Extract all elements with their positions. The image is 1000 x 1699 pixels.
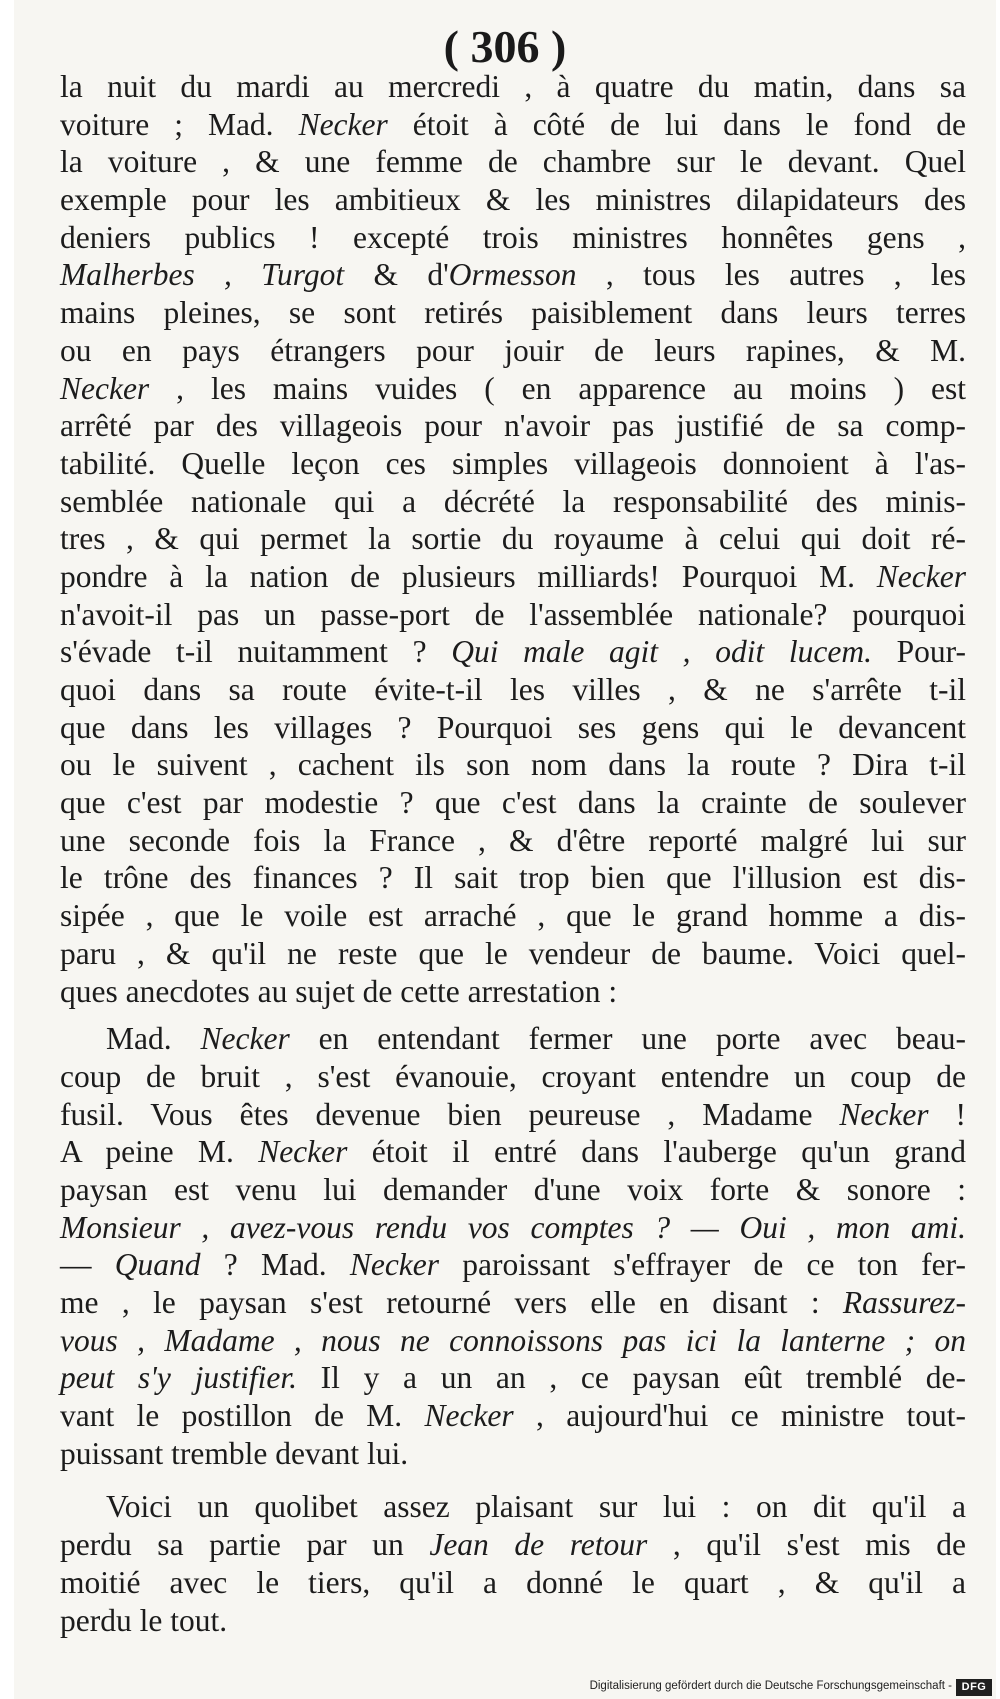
text-line [60,558,966,596]
text-run: ou en pays étrangers pour jouir de leurs rapines, & M. [60,332,966,368]
text-line [60,520,966,558]
text-line [60,219,966,257]
text-line [60,332,966,370]
italic-run: Necker [349,1247,440,1283]
text-run: paroissant s'effrayer de ce ton fer- [439,1247,966,1283]
text-run: tabilité. Quelle leçon ces simples villageois donnoient à l'as- [60,445,966,481]
text-line [60,784,966,822]
text-line [60,1133,966,1171]
text-run: ou le suivent , cachent ils son nom dans la route ? Dira t-il [60,747,966,783]
italic-run: Monsieur , avez-vous rendu vos comptes ? — Oui , mon ami. [60,1209,966,1245]
text-run: arrêté par des villageois pour n'avoir pas justifié de sa comp- [60,408,966,444]
text-line [60,370,966,408]
italic-run: Qui male agit , odit lucem. [451,634,872,670]
italic-run: Malherbes , Turgot [60,257,345,293]
text-line [60,1322,966,1360]
text-run: exemple pour les ambitieux & les ministres dilapidateurs des [60,182,966,218]
text-run: la voiture , & une femme de chambre sur le devant. Quel [60,144,966,180]
text-run: n'avoit-il pas un passe-port de l'assemblée nationale? pourquoi [60,596,966,632]
text-run: Pour- [871,634,966,670]
page-number: ( 306 ) [443,21,567,72]
body-text [60,68,966,1639]
text-run: que dans les villages ? Pourquoi ses gens qui le devancent [60,709,966,745]
text-line [60,709,966,747]
text-line [60,483,966,521]
text-run: , les mains vuides ( en apparence au moins ) est [149,370,966,406]
text-line [60,935,966,973]
text-run: voiture ; Mad. [60,106,299,142]
text-run: , tous les autres , les [576,257,966,293]
text-run: sipée , que le voile est arraché , que le grand homme a dis- [60,898,966,934]
text-run: quoi dans sa route évite-t-il les villes , & ne s'arrête t-il [60,672,966,707]
text-run: la nuit du mardi au mercredi , à quatre du matin, dans sa [60,69,966,104]
text-line [60,1602,966,1640]
italic-run: Necker [298,106,388,142]
text-run: mains pleines, se sont retirés paisiblement dans leurs terres [60,295,966,331]
dfg-logo: DFG [956,1679,992,1696]
text-line [60,596,966,634]
text-run: & d' [344,257,449,293]
italic-run: Necker [839,1096,929,1132]
paragraph-gap [60,1472,966,1488]
text-line [60,897,966,935]
text-run: perdu le tout. [60,1602,228,1638]
text-line [60,1564,966,1602]
text-run: étoit à côté de lui dans le fond de [387,106,966,142]
text-line [60,671,966,709]
text-line [60,106,966,144]
text-run: ! [928,1096,966,1132]
text-run: étoit il entré dans l'auberge qu'un grand [347,1134,967,1170]
italic-run: Ormesson [448,257,577,293]
text-line [60,822,966,860]
italic-run: Necker [876,558,966,594]
text-run: ? Mad. [200,1247,350,1283]
text-run: s'évade t-il nuitamment ? [60,634,452,670]
text-run: puissant tremble devant lui. [60,1435,409,1471]
text-line [60,859,966,897]
text-run: Voici un quolibet assez plaisant sur lui : on dit qu'il a [106,1489,966,1525]
text-line [60,181,966,219]
text-line [60,1435,966,1473]
text-run: fusil. Vous êtes devenue bien peureuse , Madame [60,1096,840,1132]
text-line [60,746,966,784]
text-run: — [60,1247,115,1283]
text-run: Mad. [106,1021,201,1057]
text-line [60,633,966,671]
text-line [60,1397,966,1435]
text-line [60,1020,966,1058]
paragraph-gap [60,1010,966,1020]
text-line [60,68,966,106]
text-run: ques anecdotes au sujet de cette arrestation : [60,973,618,1009]
text-line [60,1246,966,1284]
italic-run: Necker [200,1021,290,1057]
italic-run: Necker [258,1134,348,1170]
text-run: une seconde fois la France , & d'être reporté malgré lui sur [60,822,966,858]
text-line [60,1171,966,1209]
text-run: Il y a un an , ce paysan eût tremblé de- [296,1360,966,1396]
text-line [60,256,966,294]
text-line [60,445,966,483]
italic-run: Quand [114,1247,201,1283]
italic-run: peut s'y justifier. [60,1360,297,1396]
text-run: pondre à la nation de plusieurs milliards! Pourquoi M. [60,558,877,594]
text-run: paysan est venu lui demander d'une voix forte & sonore : [60,1171,966,1207]
text-line [60,143,966,181]
text-line [60,1096,966,1134]
italic-run: Necker [424,1398,514,1434]
text-line [60,1359,966,1397]
text-run: en entendant fermer une porte avec beau- [289,1021,966,1057]
text-line [60,1284,966,1322]
text-run: le trône des finances ? Il sait trop bien que l'illusion est dis- [60,860,966,896]
italic-run: Jean de retour [429,1527,648,1563]
italic-run: Rassurez- [842,1285,966,1320]
book-page [14,0,996,1699]
italic-run: vous , Madame , nous ne connoissons pas ici la lanterne ; on [60,1322,966,1358]
text-line [60,973,966,1011]
italic-run: Necker [60,370,150,406]
text-run: , aujourd'hui ce ministre tout- [513,1398,966,1434]
text-run: tres , & qui permet la sortie du royaume à celui qui doit ré- [60,521,966,557]
text-run: , qu'il s'est mis de [647,1527,966,1563]
text-line [60,1526,966,1564]
text-run: que c'est par modestie ? que c'est dans la crainte de soulever [60,785,966,821]
text-run: vant le postillon de M. [60,1398,425,1434]
text-line [60,1058,966,1096]
text-run: deniers publics ! excepté trois ministres honnêtes gens , [60,219,966,255]
text-line [60,294,966,332]
text-run: me , le paysan s'est retourné vers elle en disant : [60,1285,843,1320]
digitization-credit: Digitalisierung gefördert durch die Deutsche Forschungsgemeinschaft - [589,1680,952,1692]
text-run: moitié avec le tiers, qu'il a donné le quart , & qu'il a [60,1564,966,1600]
text-line [60,1488,966,1526]
text-run: A peine M. [60,1134,259,1170]
text-line [60,407,966,445]
text-run: perdu sa partie par un [60,1527,430,1563]
text-run: paru , & qu'il ne reste que le vendeur de baume. Voici quel- [60,935,966,971]
text-run: coup de bruit , s'est évanouie, croyant entendre un coup de [60,1058,966,1094]
text-line [60,1209,966,1247]
text-run: semblée nationale qui a décrété la responsabilité des minis- [60,483,966,519]
